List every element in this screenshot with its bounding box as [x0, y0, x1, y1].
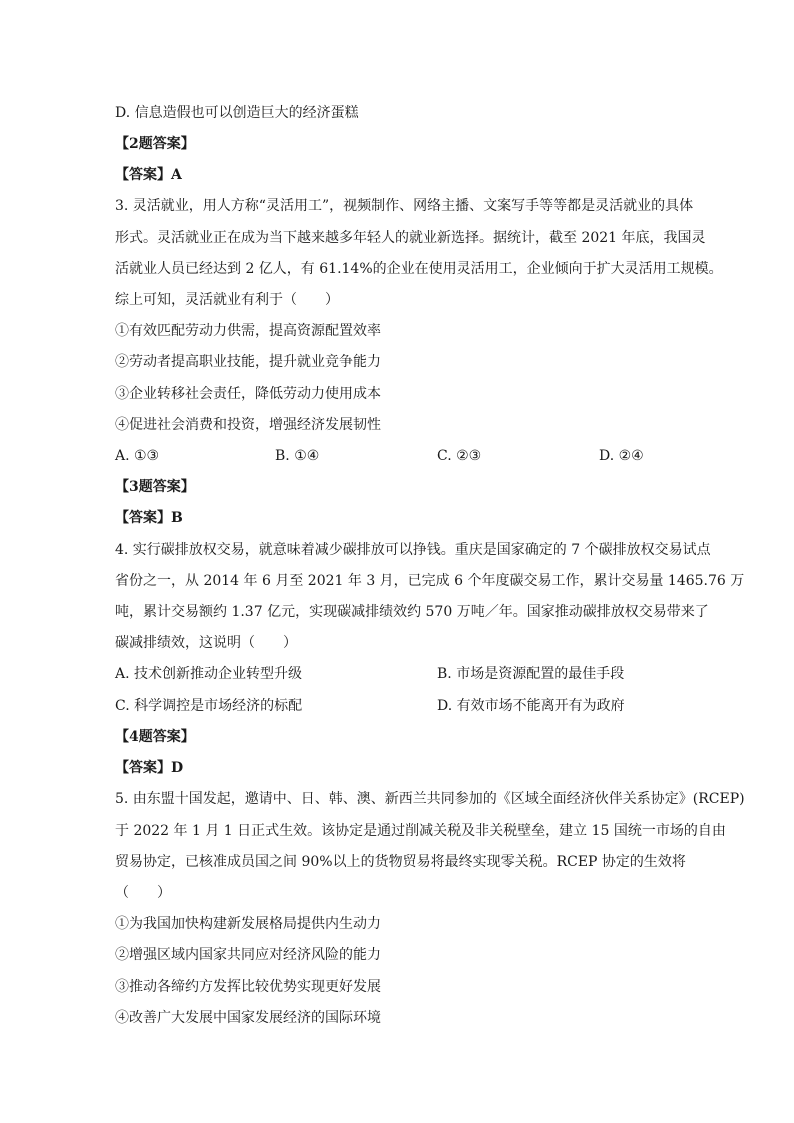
q4-stem-line-2: 省份之一，从 2014 年 6 月至 2021 年 3 月，已完成 6 个年度碳交易工作，累计交易量 1465.76 万 — [115, 573, 745, 589]
q3-option-a: A. ①③ — [115, 448, 160, 464]
q4-stem-line-1: 4. 实行碳排放权交易，就意味着减少碳排放可以挣钱。重庆是国家确定的 7 个碳排放权交易试点 — [115, 542, 711, 558]
q4-answer: 【答案】D — [115, 760, 184, 776]
q4-option-b: B. 市场是资源配置的最佳手段 — [437, 666, 625, 682]
q3-stem-line-3: 活就业人员已经达到 2 亿人，有 61.14%的企业在使用灵活用工，企业倾向于扩大灵活用工规模。 — [115, 261, 723, 277]
q3-stem-line-1: 3. 灵活就业，用人方称“灵活用工”，视频制作、网络主播、文案写手等等都是灵活就业的具体 — [115, 198, 694, 214]
q2-option-d: D. 信息造假也可以创造巨大的经济蛋糕 — [115, 105, 359, 121]
q4-option-c: C. 科学调控是市场经济的标配 — [115, 698, 303, 714]
q2-answer-header: 【2题答案】 — [115, 136, 195, 152]
q3-option-d: D. ②④ — [599, 448, 644, 464]
q5-stem-line-1: 5. 由东盟十国发起，邀请中、日、韩、澳、新西兰共同参加的《区域全面经济伙伴关系协定》(RCEP) — [115, 791, 745, 807]
q5-item-3: ③推动各缔约方发挥比较优势实现更好发展 — [115, 979, 381, 995]
q4-stem-line-4: 碳减排绩效，这说明（ ） — [115, 635, 297, 651]
q4-answer-header: 【4题答案】 — [115, 729, 195, 745]
q4-option-a: A. 技术创新推动企业转型升级 — [115, 666, 303, 682]
q2-answer: 【答案】A — [115, 167, 182, 183]
q3-option-b: B. ①④ — [275, 448, 320, 464]
q3-option-c: C. ②③ — [437, 448, 482, 464]
q5-stem-line-3: 贸易协定，已核准成员国之间 90%以上的货物贸易将最终实现零关税。RCEP 协定的生效将 — [115, 854, 686, 870]
q3-item-4: ④促进社会消费和投资，增强经济发展韧性 — [115, 417, 381, 433]
q5-item-2: ②增强区域内国家共同应对经济风险的能力 — [115, 947, 381, 963]
q5-stem-line-4: （ ） — [115, 885, 171, 901]
q3-stem-line-4: 综上可知，灵活就业有利于（ ） — [115, 292, 339, 308]
q3-answer: 【答案】B — [115, 510, 183, 526]
q3-item-2: ②劳动者提高职业技能，提升就业竞争能力 — [115, 354, 381, 370]
q3-item-1: ①有效匹配劳动力供需，提高资源配置效率 — [115, 323, 381, 339]
q3-answer-header: 【3题答案】 — [115, 479, 195, 495]
q4-option-d: D. 有效市场不能离开有为政府 — [437, 698, 625, 714]
q3-stem-line-2: 形式。灵活就业正在成为当下越来越多年轻人的就业新选择。据统计，截至 2021 年底，我国灵 — [115, 230, 706, 246]
q4-stem-line-3: 吨，累计交易额约 1.37 亿元，实现碳减排绩效约 570 万吨／年。国家推动碳排放权交易带来了 — [115, 604, 709, 620]
q5-stem-line-2: 于 2022 年 1 月 1 日正式生效。该协定是通过削减关税及非关税壁垒，建立 15 国统一市场的自由 — [115, 823, 726, 839]
q5-item-1: ①为我国加快构建新发展格局提供内生动力 — [115, 916, 381, 932]
q3-item-3: ③企业转移社会责任，降低劳动力使用成本 — [115, 386, 381, 402]
q5-item-4: ④改善广大发展中国家发展经济的国际环境 — [115, 1010, 381, 1026]
